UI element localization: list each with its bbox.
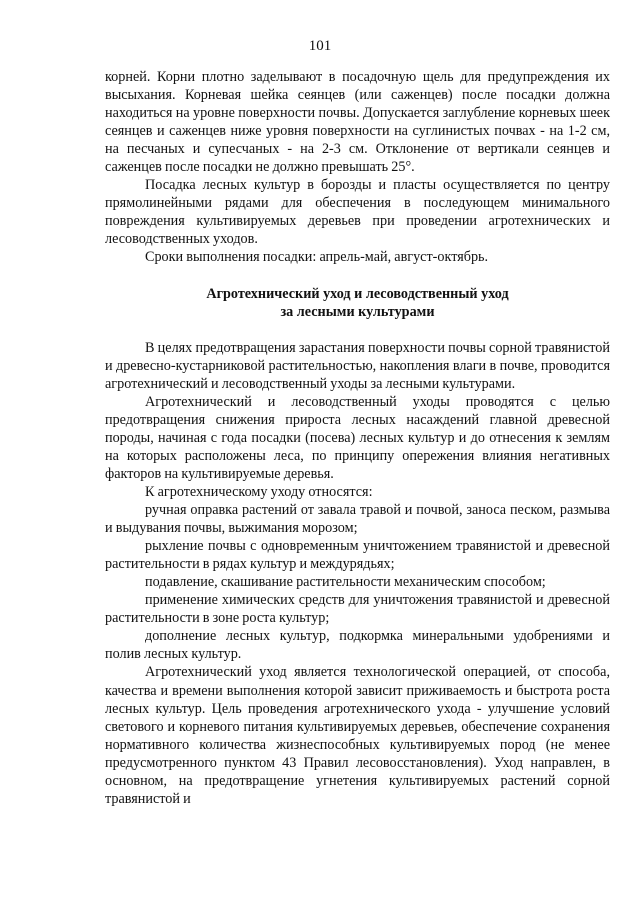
paragraph: корней. Корни плотно заделывают в посадочную щель для предупреждения их высыхания. Корневая шейка сеянцев (или саженцев) после посадки должна находиться на уровне поверхности почвы. Допускается заглубление корневых шеек сеянцев и саженцев ниже уровня поверхности на суглинистых почвах - на 1-2 см, на песчаных и супесчаных - на 2-3 см. Отклонение от вертикали сеянцев и саженцев после посадки не должно превышать 25°. xyxy=(105,69,610,176)
paragraph: Сроки выполнения посадки: апрель-май, август-октябрь. xyxy=(145,249,489,266)
page-number: 101 xyxy=(308,38,332,54)
list-item: ручная оправка растений от завала травой и почвой, заноса песком, размыва и выдувания почвы, выжимания морозом; xyxy=(105,502,610,537)
paragraph: К агротехническому уходу относятся: xyxy=(145,483,373,500)
paragraph: В целях предотвращения зарастания поверхности почвы сорной травянистой и древесно-кустарниковой растительностью, накопления влаги в почве, проводится агротехнический и лесоводственный уходы за лесными культурами. xyxy=(105,339,610,392)
spacer xyxy=(105,267,610,285)
section-heading xyxy=(105,285,610,321)
list-item: применение химических средств для уничтожения травянистой и древесной растительности в зоне роста культур; xyxy=(105,592,610,627)
section-heading-line: за лесными культурами xyxy=(280,303,435,320)
list-item: рыхление почвы с одновременным уничтожением травянистой и древесной растительности в рядах культур и междурядьях; xyxy=(105,538,610,573)
spacer xyxy=(105,321,610,339)
paragraph: Агротехнический уход является технологической операцией, от способа, качества и времени выполнения которой зависит приживаемость и быстрота роста лесных культур. Цель проведения агротехнического ухода - улучшение условий светового и корневого питания культивируемых деревьев, обеспечение сохранения нормативного количества жизнеспособных культивируемых пород (не менее предусмотренного пунктом 43 Правил лесовосстановления). Уход направлен, в основном, на предотвращение угнетения культивируемых растений сорной травянистой и xyxy=(105,664,610,807)
list-item: подавление, скашивание растительности механическим способом; xyxy=(145,574,546,591)
list-item: дополнение лесных культур, подкормка минеральными удобрениями и полив лесных культур. xyxy=(105,628,610,663)
section-heading-line: Агротехнический уход и лесоводственный уход xyxy=(206,285,509,302)
paragraph: Посадка лесных культур в борозды и пласты осуществляется по центру прямолинейными рядами для обеспечения в последующем минимального повреждения культивируемых деревьев при проведении агротехнических и лесоводственных уходов. xyxy=(105,177,610,248)
paragraph: Агротехнический и лесоводственный уходы проводятся с целью предотвращения снижения прироста лесных насаждений главной древесной породы, начиная с года посадки (посева) лесных культур и до отнесения к землям на которых расположены леса, по принципу опережения влияния негативных факторов на культивируемые деревья. xyxy=(105,393,610,482)
page-content xyxy=(105,68,610,808)
